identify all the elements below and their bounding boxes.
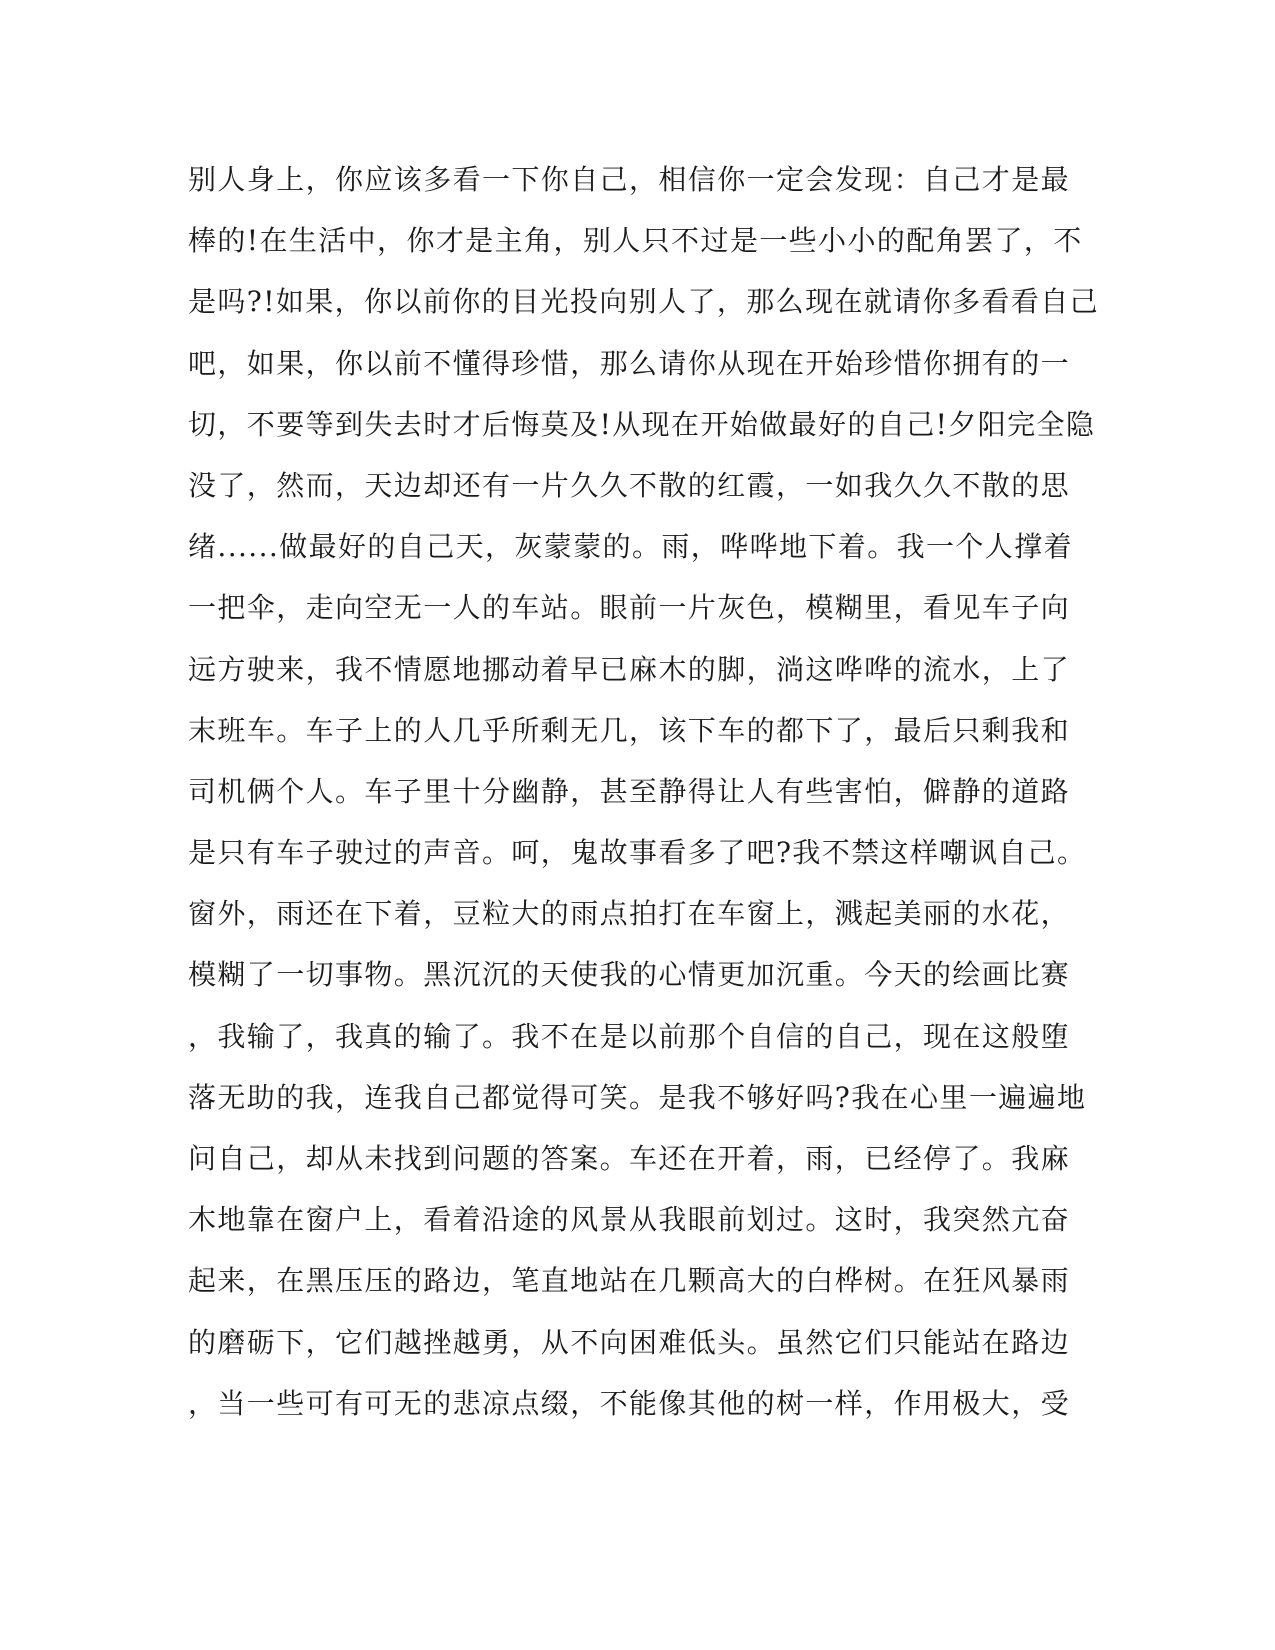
text-line: 没了，然而，天边却还有一片久久不散的红霞，一如我久久不散的思 xyxy=(188,468,1071,502)
text-line: 切，不要等到失去时才后悔莫及!从现在开始做最好的自己!夕阳完全隐 xyxy=(188,407,1096,441)
text-line: 一把伞，走向空无一人的车站。眼前一片灰色，模糊里，看见车子向 xyxy=(188,591,1071,625)
text-line: 末班车。车子上的人几乎所剩无几，该下车的都下了，最后只剩我和 xyxy=(188,713,1071,747)
text-line: 是只有车子驶过的声音。呵，鬼故事看多了吧?我不禁这样嘲讽自己。 xyxy=(188,836,1087,870)
text-line: ，我输了，我真的输了。我不在是以前那个自信的自己，现在这般堕 xyxy=(188,1019,1071,1053)
text-line: 的磨砺下，它们越挫越勇，从不向困难低头。虽然它们只能站在路边 xyxy=(188,1325,1071,1359)
text-line: 绪......做最好的自己天，灰蒙蒙的。雨，哗哗地下着。我一个人撑着 xyxy=(188,530,1074,564)
body-text xyxy=(188,158,1100,1443)
text-line: 远方驶来，我不情愿地挪动着早已麻木的脚，淌这哗哗的流水，上了 xyxy=(188,652,1071,686)
text-line: 起来，在黑压压的路边，笔直地站在几颗高大的白桦树。在狂风暴雨 xyxy=(188,1264,1071,1298)
text-line: 司机俩个人。车子里十分幽静，甚至静得让人有些害怕，僻静的道路 xyxy=(188,774,1071,808)
text-line: 是吗?!如果，你以前你的目光投向别人了，那么现在就请你多看看自己 xyxy=(188,285,1100,319)
text-line: 落无助的我，连我自己都觉得可笑。是我不够好吗?我在心里一遍遍地 xyxy=(188,1080,1087,1114)
text-line: 木地靠在窗户上，看着沿途的风景从我眼前划过。这时，我突然亢奋 xyxy=(188,1203,1071,1237)
text-line: 吧，如果，你以前不懂得珍惜，那么请你从现在开始珍惜你拥有的一 xyxy=(188,346,1071,380)
text-line: ，当一些可有可无的悲凉点缀，不能像其他的树一样，作用极大，受 xyxy=(188,1386,1071,1420)
text-line: 模糊了一切事物。黑沉沉的天使我的心情更加沉重。今天的绘画比赛 xyxy=(188,958,1071,992)
text-line: 别人身上，你应该多看一下你自己，相信你一定会发现：自己才是最 xyxy=(188,163,1071,196)
text-line: 棒的!在生活中，你才是主角，别人只不过是一些小小的配角罢了，不 xyxy=(188,224,1083,258)
text-line: 问自己，却从未找到问题的答案。车还在开着，雨，已经停了。我麻 xyxy=(188,1142,1071,1175)
text-line: 窗外，雨还在下着，豆粒大的雨点拍打在车窗上，溅起美丽的水花， xyxy=(188,897,1071,931)
